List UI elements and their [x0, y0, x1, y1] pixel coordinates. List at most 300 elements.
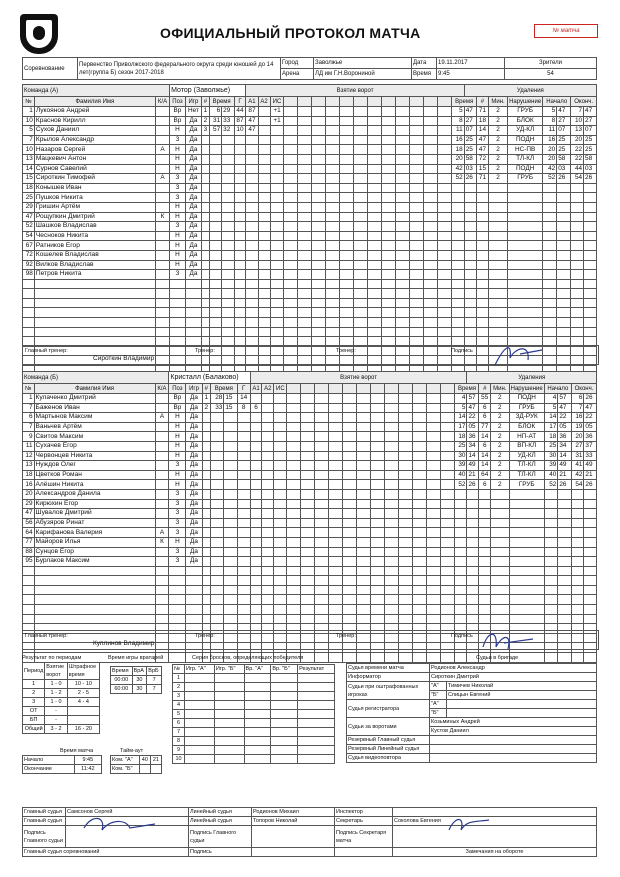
pen-sec	[467, 566, 479, 576]
goal-sec	[222, 318, 234, 328]
player-name: Червонцев Никита	[34, 451, 155, 461]
code-cell	[438, 250, 452, 260]
label: Судья времени матча	[347, 664, 430, 673]
table-row	[23, 250, 597, 260]
pen-offence: ГРУБ	[509, 480, 544, 490]
code-cell	[343, 489, 357, 499]
pen-end-min: 16	[571, 413, 583, 423]
code-cell	[399, 518, 413, 528]
code-cell	[368, 202, 382, 212]
goal-assist1	[246, 327, 258, 337]
code-cell	[438, 308, 452, 318]
label: Секретарь	[335, 817, 393, 826]
player-position	[170, 279, 186, 289]
code-cell	[371, 605, 385, 615]
pen-player	[477, 193, 489, 203]
pen-offence	[509, 518, 544, 528]
goal-assist1	[246, 164, 258, 174]
pen-offence	[508, 241, 543, 251]
code-cell	[413, 537, 427, 547]
code-cell	[354, 279, 368, 289]
code-cell	[382, 164, 396, 174]
code-cell	[315, 557, 329, 567]
code-cell	[298, 318, 312, 328]
date-label: Дата	[412, 58, 437, 69]
goal-min	[210, 480, 223, 490]
code-cell	[382, 298, 396, 308]
goal-assist1	[250, 595, 262, 605]
code-cell	[298, 116, 312, 126]
code-cell	[438, 174, 452, 184]
ab: "Б"	[430, 709, 447, 718]
player-plays	[186, 605, 202, 615]
pen-player	[477, 250, 489, 260]
code-cell	[424, 202, 438, 212]
goal-no	[202, 480, 210, 490]
goal-sec	[222, 183, 234, 193]
pen-end-sec	[584, 489, 597, 499]
pen-minutes: 2	[488, 145, 507, 155]
goal-situation	[274, 576, 287, 586]
team-label: Команда (А)	[23, 85, 170, 97]
pen-min: 8	[452, 116, 464, 126]
goal-situation	[270, 289, 284, 299]
goal-situation	[274, 394, 287, 404]
goal-situation	[274, 470, 287, 480]
goal-min	[210, 413, 223, 423]
code-cell	[413, 432, 427, 442]
goal-situation	[274, 557, 287, 567]
timeout-b2	[150, 765, 161, 774]
pen-offence	[508, 308, 543, 318]
code-col	[312, 97, 326, 107]
code-cell	[399, 576, 413, 586]
pen-offence	[509, 595, 544, 605]
pen-offence	[509, 566, 544, 576]
code-cell	[413, 576, 427, 586]
code-cell	[371, 422, 385, 432]
player-role	[155, 489, 169, 499]
code-cell	[424, 183, 438, 193]
player-name	[34, 298, 155, 308]
pen-min	[455, 653, 467, 663]
player-name: Ратников Егор	[34, 241, 155, 251]
code-cell	[312, 107, 326, 117]
timeout-a2: 21	[150, 756, 161, 765]
goal-assist1	[246, 260, 258, 270]
shootout-title: Серия бросков, определяющих победителя	[192, 655, 304, 661]
code-cell	[382, 126, 396, 136]
code-cell	[413, 528, 427, 538]
goal-no	[202, 174, 210, 184]
pen-min	[452, 318, 464, 328]
code-cell	[427, 653, 441, 663]
goal-sec: 15	[224, 403, 237, 413]
pen-min	[452, 260, 464, 270]
code-cell	[354, 308, 368, 318]
goal-assist2	[258, 126, 270, 136]
goal-min	[210, 432, 223, 442]
label: Линейный судья	[189, 817, 252, 826]
player-name: Вилков Владислав	[34, 260, 155, 270]
pen-minutes: 2	[488, 135, 507, 145]
code-cell	[354, 318, 368, 328]
period-goals: 3 - 2	[45, 725, 68, 734]
pen-minutes: 2	[488, 164, 507, 174]
goal-scorer	[237, 470, 250, 480]
code-cell	[368, 154, 382, 164]
code-cell	[368, 183, 382, 193]
col: Игр. "А"	[185, 665, 215, 674]
pen-sec: 07	[464, 126, 476, 136]
code-cell	[343, 394, 357, 404]
pen-minutes: 2	[488, 174, 507, 184]
code-cell	[340, 222, 354, 232]
player-position: З	[170, 193, 186, 203]
pen-player: 77	[479, 422, 491, 432]
code-cell	[326, 318, 340, 328]
code-col	[413, 384, 427, 394]
code-cell	[396, 270, 410, 280]
player-plays: Да	[185, 270, 201, 280]
code-cell	[343, 432, 357, 442]
code-cell	[368, 164, 382, 174]
goal-situation	[270, 231, 284, 241]
pen-offence: НС-ПВ	[508, 145, 543, 155]
goal-situation	[274, 403, 287, 413]
pen-start-min: 5	[544, 403, 558, 413]
pen-start-min: 4	[544, 394, 558, 404]
player-name: Крылов Александр	[34, 135, 155, 145]
code-cell	[287, 557, 301, 567]
code-cell	[298, 174, 312, 184]
table-row	[23, 327, 597, 337]
ab: "Б"	[430, 691, 447, 700]
player-name	[34, 605, 155, 615]
code-cell	[385, 653, 399, 663]
code-cell	[399, 566, 413, 576]
col: Поз	[169, 384, 186, 394]
pen-end-sec	[584, 614, 597, 624]
sign-label: Подпись	[451, 348, 473, 354]
player-number: 67	[23, 241, 35, 251]
goal-assist1	[246, 279, 258, 289]
pen-min	[452, 241, 464, 251]
table-row	[23, 441, 597, 451]
player-plays: Да	[186, 480, 202, 490]
pen-end-min	[571, 595, 583, 605]
goal-situation	[274, 451, 287, 461]
code-cell	[354, 126, 368, 136]
col: №	[173, 665, 185, 674]
player-position: Вр	[169, 394, 186, 404]
goal-situation	[274, 480, 287, 490]
goal-situation	[274, 413, 287, 423]
pen-sec	[467, 499, 479, 509]
player-position	[170, 298, 186, 308]
code-cell	[354, 270, 368, 280]
pen-start-min	[543, 260, 557, 270]
table-row	[23, 595, 597, 605]
pen-end-sec	[584, 270, 597, 280]
code-cell	[413, 566, 427, 576]
table-row	[23, 537, 597, 547]
col: ВрБ	[147, 667, 162, 676]
code-cell	[396, 202, 410, 212]
player-plays	[186, 566, 202, 576]
player-plays: Да	[185, 126, 201, 136]
goal-min	[210, 441, 223, 451]
code-cell	[413, 441, 427, 451]
timeout-a: 40	[139, 756, 150, 765]
spectators-label: Зрители	[505, 58, 597, 69]
shot-no: 7	[173, 728, 185, 737]
code-cell	[298, 222, 312, 232]
pen-start-min: 5	[543, 107, 557, 117]
pen-end-min: 27	[571, 441, 583, 451]
player-plays: Да	[185, 193, 201, 203]
goal-scorer	[237, 432, 250, 442]
pen-min	[455, 499, 467, 509]
pen-start-sec	[558, 528, 572, 538]
pen-end-min	[571, 528, 583, 538]
goal-scorer: 87	[234, 116, 246, 126]
pen-end-min	[571, 327, 584, 337]
pen-start-sec	[557, 231, 571, 241]
player-number: 7	[23, 422, 35, 432]
code-cell	[301, 547, 315, 557]
code-cell	[287, 422, 301, 432]
code-cell	[354, 202, 368, 212]
goal-no	[202, 154, 210, 164]
line-referee-1: Родионов Михаил	[252, 808, 335, 817]
goal-assist2	[262, 422, 274, 432]
player-plays	[185, 298, 201, 308]
pen-player: 6	[479, 403, 491, 413]
player-plays: Да	[185, 222, 201, 232]
gk-b: 7	[147, 685, 162, 694]
pen-start-sec: 26	[557, 174, 571, 184]
code-cell	[354, 145, 368, 155]
code-cell	[315, 413, 329, 423]
pen-start-sec: 49	[558, 461, 572, 471]
code-cell	[441, 576, 455, 586]
player-position: З	[169, 461, 186, 471]
goal-scorer	[237, 480, 250, 490]
code-cell	[312, 116, 326, 126]
player-position	[169, 566, 186, 576]
goal-assist2	[258, 174, 270, 184]
goal-scorer	[234, 270, 246, 280]
code-cell	[284, 126, 298, 136]
goal-assist2	[262, 566, 274, 576]
col: Оконч.	[571, 384, 596, 394]
code-cell	[343, 614, 357, 624]
table-row	[23, 585, 597, 595]
code-cell	[301, 537, 315, 547]
pen-player	[479, 585, 491, 595]
code-cell	[438, 107, 452, 117]
goal-assist2	[258, 193, 270, 203]
code-cell	[427, 585, 441, 595]
code-col	[354, 97, 368, 107]
goal-sec	[222, 289, 234, 299]
label: Подпись Главного судьи	[189, 826, 252, 848]
player-number: 13	[23, 461, 35, 471]
goal-no	[202, 614, 210, 624]
table-row	[23, 422, 597, 432]
col: #	[477, 97, 489, 107]
goal-assist1	[246, 212, 258, 222]
pen-min	[455, 518, 467, 528]
shot-no: 6	[173, 719, 185, 728]
player-plays: Да	[185, 250, 201, 260]
player-name: Шашков Владислав	[34, 222, 155, 232]
code-cell	[438, 222, 452, 232]
goal-sec	[224, 451, 237, 461]
pen-offence	[509, 537, 544, 547]
goal-sec	[222, 222, 234, 232]
pen-end-min	[571, 318, 584, 328]
pen-start-sec: 25	[557, 135, 571, 145]
code-cell	[329, 432, 343, 442]
code-col	[368, 97, 382, 107]
code-cell	[357, 537, 371, 547]
pen-end-sec: 58	[584, 154, 597, 164]
code-cell	[382, 260, 396, 270]
code-cell	[438, 116, 452, 126]
pen-end-min	[571, 298, 584, 308]
table-row	[23, 154, 597, 164]
pen-start-min	[543, 289, 557, 299]
label: Подпись Главного судьи	[23, 826, 66, 848]
pen-min: 16	[452, 135, 464, 145]
code-cell	[357, 489, 371, 499]
table-row	[23, 260, 597, 270]
code-cell	[284, 260, 298, 270]
code-cell	[326, 298, 340, 308]
pen-start-sec	[558, 547, 572, 557]
player-number: 1	[23, 107, 35, 117]
table-row	[23, 145, 597, 155]
code-cell	[301, 509, 315, 519]
code-cell	[396, 174, 410, 184]
code-cell	[287, 413, 301, 423]
player-plays: Да	[186, 394, 202, 404]
player-position: Н	[169, 537, 186, 547]
code-cell	[441, 547, 455, 557]
col: №	[23, 384, 35, 394]
player-plays: Да	[186, 422, 202, 432]
player-number: 15	[23, 174, 35, 184]
table-row	[23, 126, 597, 136]
pen-end-sec	[584, 653, 597, 663]
player-name	[34, 614, 155, 624]
goal-situation	[274, 461, 287, 471]
pen-player: 6	[479, 441, 491, 451]
code-cell	[315, 461, 329, 471]
code-cell	[357, 499, 371, 509]
player-position: Н	[169, 480, 186, 490]
pen-end-sec	[584, 308, 597, 318]
pen-start-min	[544, 585, 558, 595]
code-cell	[368, 279, 382, 289]
code-cell	[298, 193, 312, 203]
col: #	[202, 384, 210, 394]
player-number	[23, 289, 35, 299]
code-col	[284, 97, 298, 107]
code-cell	[298, 145, 312, 155]
code-cell	[343, 585, 357, 595]
pen-min	[452, 289, 464, 299]
code-cell	[382, 250, 396, 260]
player-plays: Да	[185, 231, 201, 241]
pen-end-sec	[584, 250, 597, 260]
table-row	[23, 413, 597, 423]
code-cell	[326, 107, 340, 117]
pen-min	[455, 614, 467, 624]
code-cell	[441, 614, 455, 624]
goal-assist2	[262, 528, 274, 538]
col: К/А	[155, 97, 169, 107]
code-cell	[284, 107, 298, 117]
pen-offence	[508, 289, 543, 299]
code-cell	[357, 470, 371, 480]
code-col	[371, 384, 385, 394]
player-role: А	[155, 413, 169, 423]
col: Мин.	[491, 384, 510, 394]
pen-start-min: 30	[544, 451, 558, 461]
goal-assist2	[262, 403, 274, 413]
code-cell	[424, 193, 438, 203]
code-cell	[385, 585, 399, 595]
col: Игр	[185, 97, 201, 107]
goal-assist1	[246, 193, 258, 203]
player-number: 47	[23, 509, 35, 519]
code-cell	[427, 557, 441, 567]
goal-sec	[224, 595, 237, 605]
code-cell	[287, 595, 301, 605]
pen-end-sec: 47	[584, 107, 597, 117]
col: Оконч.	[571, 97, 597, 107]
pen-start-min: 20	[543, 145, 557, 155]
officials-title: Судьи в бригаде	[476, 655, 519, 661]
code-cell	[329, 394, 343, 404]
goal-situation	[274, 585, 287, 595]
goal-assist1	[246, 250, 258, 260]
pen-offence	[509, 605, 544, 615]
penalties-label: Удаления	[467, 372, 597, 384]
code-cell	[413, 585, 427, 595]
code-cell	[371, 480, 385, 490]
code-cell	[340, 183, 354, 193]
goal-scorer	[237, 557, 250, 567]
goal-situation	[270, 222, 284, 232]
goal-min	[210, 422, 223, 432]
pen-end-sec	[584, 222, 597, 232]
pen-start-sec	[558, 605, 572, 615]
player-position	[170, 289, 186, 299]
pen-minutes: 2	[491, 403, 510, 413]
code-cell	[368, 222, 382, 232]
player-role	[155, 116, 169, 126]
player-number	[23, 605, 35, 615]
player-role	[155, 557, 169, 567]
code-col	[326, 97, 340, 107]
pen-minutes	[488, 202, 507, 212]
code-cell	[427, 403, 441, 413]
goal-scorer: 8	[237, 403, 250, 413]
